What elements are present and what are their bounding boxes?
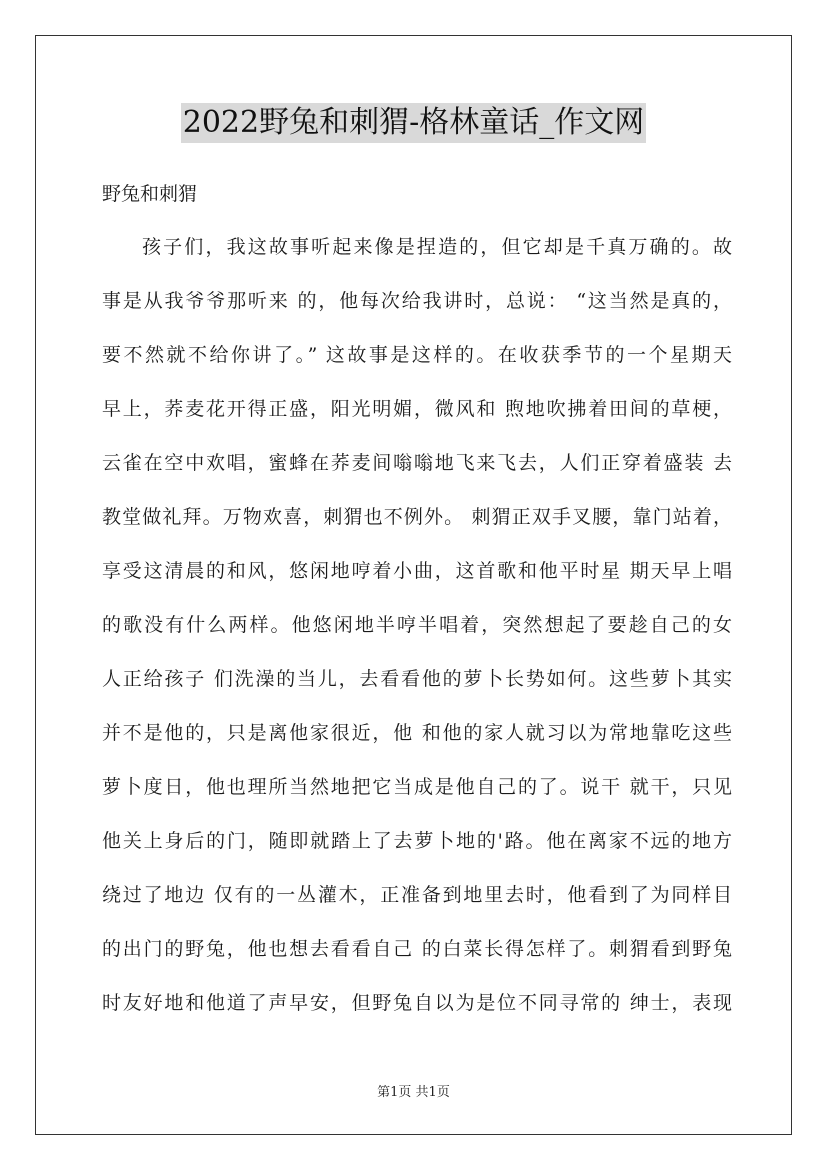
document-title: 2022野兔和刺猬-格林童话_作文网 [181, 103, 646, 143]
text-line: 的歌没有什么两样。他悠闲地半哼半唱着，突然想起了要趁自己的女 [102, 614, 732, 636]
text-line: 早上，荞麦花开得正盛，阳光明媚，微风和 煦地吹拂着田间的草梗， [102, 398, 732, 420]
text-line: 他关上身后的门，随即就踏上了去萝卜地的'路。他在离家不远的地方 [102, 830, 732, 852]
text-line: 孩子们，我这故事听起来像是捏造的，但它却是千真万确的。故 [142, 236, 732, 258]
text-line: 萝卜度日，他也理所当然地把它当成是他自己的了。说干 就干，只见 [102, 776, 732, 798]
text-line: 云雀在空中欢唱，蜜蜂在荞麦间嗡嗡地飞来飞去，人们正穿着盛装 去 [102, 452, 732, 474]
text-line: 并不是他的，只是离他家很近，他 和他的家人就习以为常地靠吃这些 [102, 722, 732, 744]
section-heading: 野兔和刺猬 [102, 183, 198, 205]
title-container [0, 103, 827, 143]
text-line: 事是从我爷爷那听来 的，他每次给我讲时，总说： “这当然是真的， [102, 290, 732, 312]
text-line: 教堂做礼拜。万物欢喜，刺猬也不例外。 刺猬正双手叉腰，靠门站着， [102, 506, 732, 528]
page-footer: 第1页 共1页 [377, 1085, 450, 1100]
document-body [102, 233, 732, 1043]
text-line: 人正给孩子 们洗澡的当儿，去看看他的萝卜长势如何。这些萝卜其实 [102, 668, 732, 690]
text-line: 要不然就不给你讲了。” 这故事是这样的。在收获季节的一个星期天 [102, 344, 732, 366]
text-line: 的出门的野兔，他也想去看看自己 的白菜长得怎样了。刺猬看到野兔 [102, 938, 732, 960]
text-line: 绕过了地边 仅有的一丛灌木，正准备到地里去时，他看到了为同样目 [102, 884, 732, 906]
text-line: 时友好地和他道了声早安，但野兔自以为是位不同寻常的 绅士，表现 [102, 992, 732, 1014]
text-line: 享受这清晨的和风，悠闲地哼着小曲，这首歌和他平时星 期天早上唱 [102, 560, 732, 582]
